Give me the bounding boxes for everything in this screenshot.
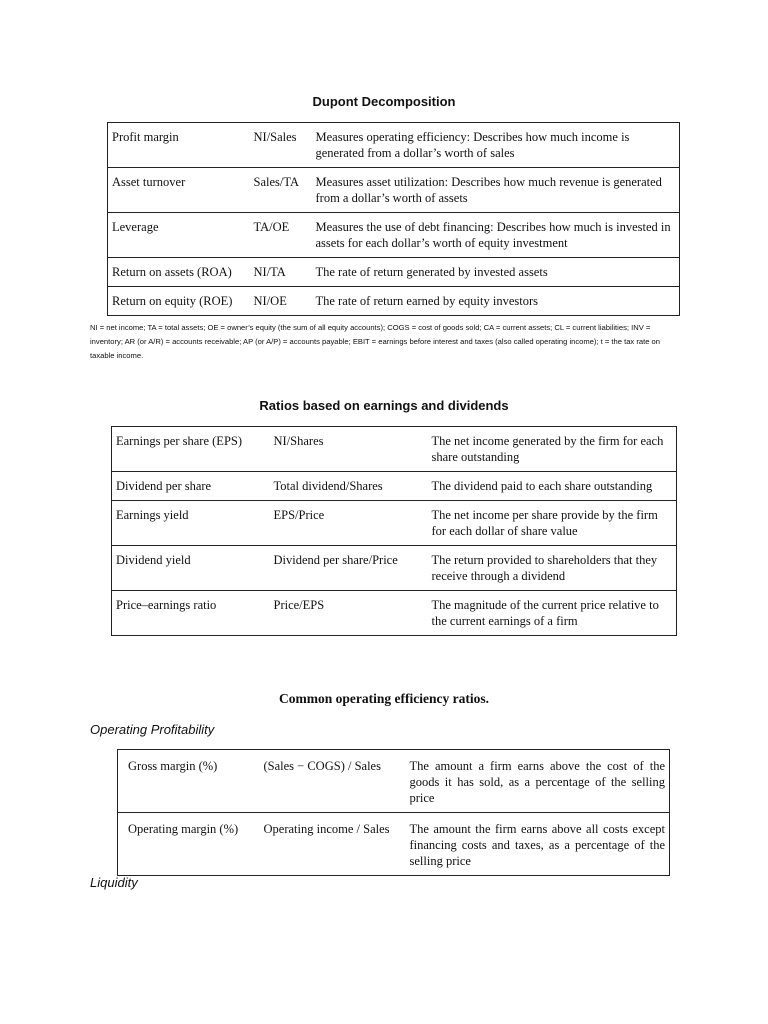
ratio-description: Measures the use of debt financing: Describes how much is invested in assets for each dollar’s worth of equity investment [312, 213, 680, 258]
ratio-formula: TA/OE [250, 213, 312, 258]
abbreviations-footnote: NI = net income; TA = total assets; OE = owner’s equity (the sum of all equity accounts); COGS = cost of goods sold; CA = current assets; CL = current liabilities; INV = inventory; AR (or A/R) = accounts receivable; AP (or A/P) = accounts payable; EBIT = earnings before interest and taxes (also called operating income); t = the tax rate on taxable income. [90, 323, 660, 360]
liquidity-heading: Liquidity [90, 875, 138, 890]
efficiency-title: Common operating efficiency ratios. [279, 691, 489, 706]
table-row [112, 427, 677, 472]
table-row [108, 287, 680, 316]
ratio-name: Gross margin (%) [118, 750, 260, 813]
ratio-name: Price–earnings ratio [112, 591, 270, 636]
table-row [112, 501, 677, 546]
table-row [108, 123, 680, 168]
earnings-table [111, 426, 677, 636]
dupont-table [107, 122, 680, 316]
ratio-name: Operating margin (%) [118, 813, 260, 876]
ratio-name: Return on equity (ROE) [108, 287, 250, 316]
table-row [112, 591, 677, 636]
ratio-description: Measures asset utilization: Describes how much revenue is generated from a dollar’s worth of assets [312, 168, 680, 213]
operating-profitability-heading: Operating Profitability [90, 722, 215, 737]
ratio-formula: NI/Sales [250, 123, 312, 168]
ratio-name: Profit margin [108, 123, 250, 168]
ratio-formula: Sales/TA [250, 168, 312, 213]
ratio-name: Asset turnover [108, 168, 250, 213]
ratio-name: Dividend per share [112, 472, 270, 501]
ratio-formula: Dividend per share/Price [270, 546, 428, 591]
ratio-description: The magnitude of the current price relative to the current earnings of a firm [428, 591, 677, 636]
ratio-formula: NI/Shares [270, 427, 428, 472]
ratio-formula: (Sales − COGS) / Sales [260, 750, 406, 813]
ratio-description: The net income generated by the firm for each share outstanding [428, 427, 677, 472]
table-row [112, 546, 677, 591]
ratio-description: The rate of return generated by invested assets [312, 258, 680, 287]
table-row [118, 750, 670, 813]
ratio-description: The dividend paid to each share outstanding [428, 472, 677, 501]
earnings-title: Ratios based on earnings and dividends [259, 398, 509, 413]
ratio-formula: EPS/Price [270, 501, 428, 546]
ratio-description: The rate of return earned by equity investors [312, 287, 680, 316]
ratio-description: The amount a firm earns above the cost of the goods it has sold, as a percentage of the selling price [406, 750, 670, 813]
dupont-title: Dupont Decomposition [312, 94, 456, 109]
table-row [108, 258, 680, 287]
ratio-name: Dividend yield [112, 546, 270, 591]
ratio-description: The return provided to shareholders that they receive through a dividend [428, 546, 677, 591]
ratio-name: Earnings per share (EPS) [112, 427, 270, 472]
ratio-formula: Price/EPS [270, 591, 428, 636]
ratio-name: Return on assets (ROA) [108, 258, 250, 287]
ratio-description: The amount the firm earns above all costs except financing costs and taxes, as a percentage of the selling price [406, 813, 670, 876]
table-row [118, 813, 670, 876]
ratio-formula: NI/OE [250, 287, 312, 316]
table-row [108, 213, 680, 258]
ratio-name: Leverage [108, 213, 250, 258]
ratio-description: The net income per share provide by the firm for each dollar of share value [428, 501, 677, 546]
table-row [112, 472, 677, 501]
ratio-name: Earnings yield [112, 501, 270, 546]
ratio-formula: Total dividend/Shares [270, 472, 428, 501]
efficiency-table [117, 749, 670, 876]
ratio-formula: Operating income / Sales [260, 813, 406, 876]
ratio-formula: NI/TA [250, 258, 312, 287]
table-row [108, 168, 680, 213]
ratio-description: Measures operating efficiency: Describes how much income is generated from a dollar’s worth of sales [312, 123, 680, 168]
